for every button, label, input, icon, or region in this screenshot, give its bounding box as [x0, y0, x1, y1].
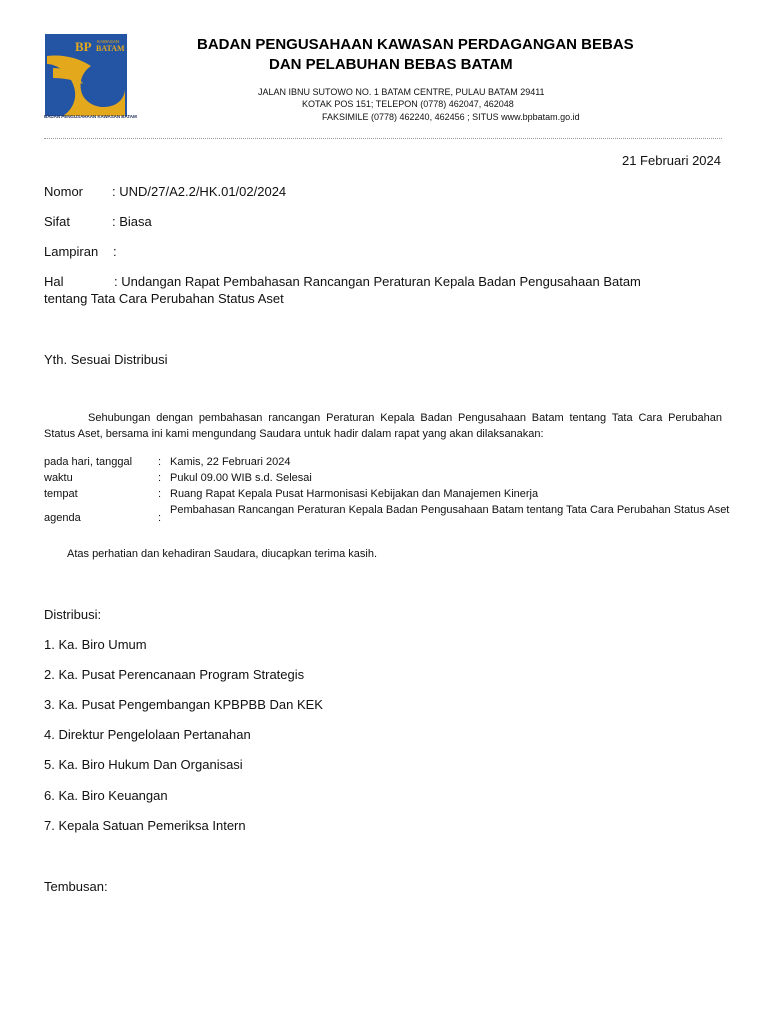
logo-caption: BADAN PENGUSAHAAN KAWASAN BATAM — [44, 114, 137, 119]
detail-colon-date: : — [158, 456, 162, 468]
distribution-item: 1. Ka. Biro Umum — [44, 637, 147, 652]
distribution-item: 6. Ka. Biro Keuangan — [44, 788, 168, 803]
detail-label-agenda: agenda — [44, 512, 81, 524]
nomor-label: Nomor — [44, 184, 84, 199]
detail-colon-time: : — [158, 472, 162, 484]
distribution-item: 4. Direktur Pengelolaan Pertanahan — [44, 727, 251, 742]
header-divider — [44, 138, 722, 139]
body-paragraph: Sehubungan dengan pembahasan rancangan Peraturan Kepala Badan Pengusahaan Batam tentang Tata Cara Perubahan Status Aset, bersama ini kami mengundang Saudara untuk hadir dalam rapat yang akan dilaksanakan: — [44, 412, 722, 440]
logo-kawasan-text: KAWASAN — [97, 39, 120, 44]
closing-text: Atas perhatian dan kehadiran Saudara, diucapkan terima kasih. — [67, 548, 378, 560]
detail-value-place: Ruang Rapat Kepala Pusat Harmonisasi Kebijakan dan Manajemen Kinerja — [170, 488, 539, 500]
address-line2: KOTAK POS 151; TELEPON (0778) 462047, 462048 — [302, 99, 514, 109]
distribution-title: Distribusi: — [44, 607, 102, 622]
distribution-item: 3. Ka. Pusat Pengembangan KPBPBB Dan KEK — [44, 697, 323, 712]
address-line3: FAKSIMILE (0778) 462240, 462456 ; SITUS www.bpbatam.go.id — [322, 112, 580, 122]
bp-batam-logo — [45, 34, 127, 116]
recipient: Yth. Sesuai Distribusi — [44, 352, 168, 367]
nomor-value: : UND/27/A2.2/HK.01/02/2024 — [112, 184, 287, 199]
logo-bp-text: BP — [75, 39, 92, 54]
org-name-line2: DAN PELABUHAN BEBAS BATAM — [269, 56, 513, 73]
detail-label-place: tempat — [44, 488, 78, 500]
hal-label: Hal — [44, 274, 64, 289]
lampiran-value: : — [113, 244, 117, 259]
hal-value-line2: tentang Tata Cara Perubahan Status Aset — [44, 291, 284, 306]
detail-value-date: Kamis, 22 Februari 2024 — [170, 456, 291, 468]
detail-colon-place: : — [158, 488, 162, 500]
address-line1: JALAN IBNU SUTOWO NO. 1 BATAM CENTRE, PULAU BATAM 29411 — [258, 87, 545, 97]
detail-value-time: Pukul 09.00 WIB s.d. Selesai — [170, 472, 312, 484]
sifat-value: : Biasa — [112, 214, 152, 229]
detail-colon-agenda: : — [158, 512, 162, 524]
lampiran-label: Lampiran — [44, 244, 99, 259]
logo-batam-text: BATAM — [96, 44, 125, 53]
detail-value-agenda: Pembahasan Rancangan Peraturan Kepala Badan Pengusahaan Batam tentang Tata Cara Perubahan Status Aset — [170, 504, 730, 516]
org-name-line1: BADAN PENGUSAHAAN KAWASAN PERDAGANGAN BEBAS — [197, 36, 634, 53]
hal-value-line1: : Undangan Rapat Pembahasan Rancangan Peraturan Kepala Badan Pengusahaan Batam — [114, 274, 641, 289]
distribution-item: 7. Kepala Satuan Pemeriksa Intern — [44, 818, 246, 833]
sifat-label: Sifat — [44, 214, 71, 229]
letter-date: 21 Februari 2024 — [621, 153, 721, 168]
tembusan-title: Tembusan: — [44, 879, 108, 894]
detail-label-time: waktu — [44, 472, 73, 484]
distribution-item: 2. Ka. Pusat Perencanaan Program Strategis — [44, 667, 305, 682]
distribution-item: 5. Ka. Biro Hukum Dan Organisasi — [44, 757, 243, 772]
detail-label-date: pada hari, tanggal — [44, 456, 133, 468]
